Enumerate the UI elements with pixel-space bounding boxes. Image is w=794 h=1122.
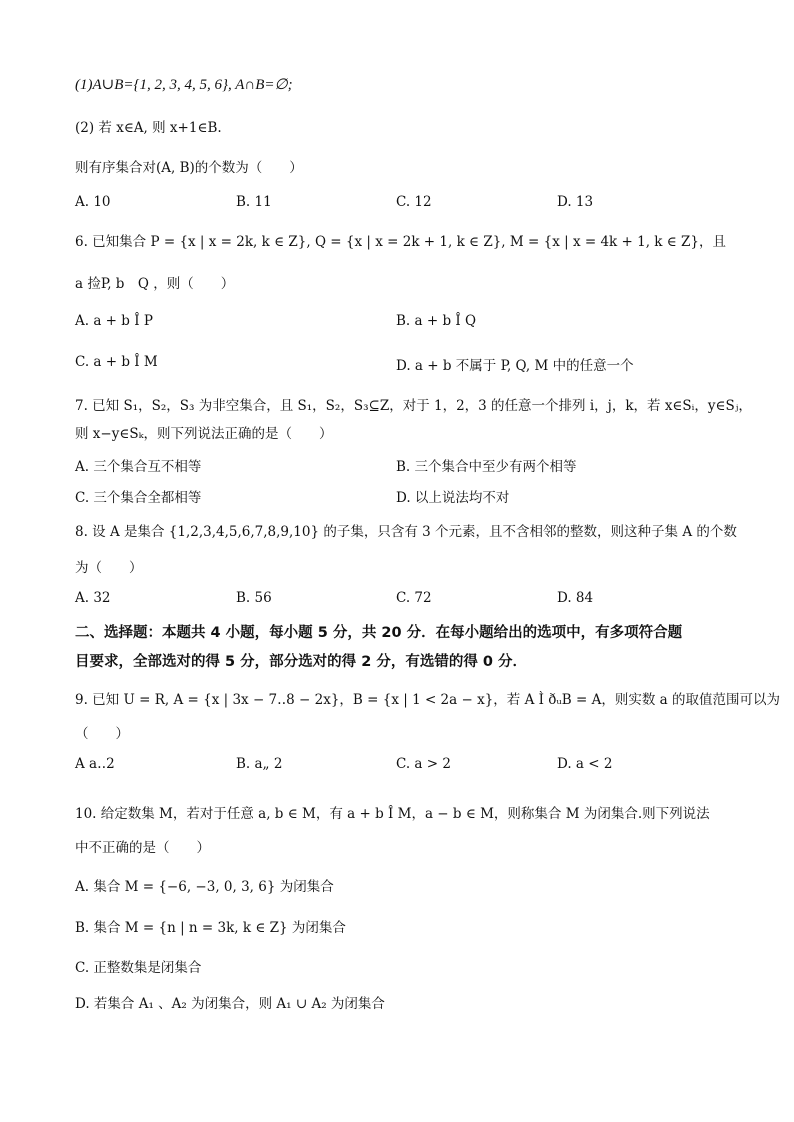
q7-stem-cont: 则 x−y∈Sₖ，则下列说法正确的是（ ） [75,426,333,442]
q5-question: 则有序集合对(A, B)的个数为（ ） [75,160,303,176]
q7-stem: 7. 已知 S₁，S₂，S₃ 为非空集合，且 S₁，S₂，S₃⊆Z，对于 1，2，3 的任意一个排列 i，j，k，若 x∈Sᵢ，y∈Sⱼ， [75,398,752,414]
section-2-heading-line-2: 目要求，全部选对的得 5 分，部分选对的得 2 分，有选错的得 0 分． [75,654,528,670]
q10-option-a: A. 集合 M = {−6, −3, 0, 3, 6} 为闭集合 [75,879,334,895]
q5-option-c: C. 12 [396,194,432,210]
q9-option-a: A a‥2 [75,756,115,772]
section-2-heading-line-1: 二、选择题：本题共 4 小题，每小题 5 分，共 20 分．在每小题给出的选项中，有多项符合题 [75,625,683,641]
q7-option-a: A. 三个集合互不相等 [75,459,202,475]
q10-option-c: C. 正整数集是闭集合 [75,960,202,976]
q5-option-a: A. 10 [75,194,111,210]
q6-option-d: D. a + b 不属于 P, Q, M 中的任意一个 [396,358,634,374]
q10-option-b: B. 集合 M = {n | n = 3k, k ∈ Z} 为闭集合 [75,920,346,936]
q9-stem-cont: （ ） [75,726,129,742]
q10-stem: 10. 给定数集 M，若对于任意 a, b ∈ M，有 a + b Î M，a − b ∈ M，则称集合 M 为闭集合.则下列说法 [75,806,710,822]
q8-stem: 8. 设 A 是集合 {1,2,3,4,5,6,7,8,9,10} 的子集，只含有 3 个元素，且不含相邻的整数，则这种子集 A 的个数 [75,524,737,540]
q6-option-c: C. a + b Î M [75,354,158,370]
q8-option-b: B. 56 [236,590,272,606]
q5-option-b: B. 11 [236,194,272,210]
q9-option-b: B. a„ 2 [236,756,283,772]
q9-option-d: D. a < 2 [557,756,613,772]
q6-stem-cont: a 捡P, b Q ，则（ ） [75,276,235,292]
q6-option-a: A. a + b Î P [75,313,153,329]
q5-condition-1: (1)A∪B={1, 2, 3, 4, 5, 6}, A∩B=∅; [75,77,293,93]
q8-option-a: A. 32 [75,590,111,606]
q6-stem: 6. 已知集合 P = {x | x = 2k, k ∈ Z}, Q = {x | x = 2k + 1, k ∈ Z}, M = {x | x = 4k + 1, k ∈ Z}，且 [75,234,727,250]
q5-option-d: D. 13 [557,194,594,210]
q9-option-c: C. a > 2 [396,756,451,772]
q8-option-c: C. 72 [396,590,432,606]
q6-option-b: B. a + b Î Q [396,313,477,329]
q10-stem-cont: 中不正确的是（ ） [75,840,210,856]
q7-option-c: C. 三个集合全都相等 [75,490,202,506]
q10-option-d: D. 若集合 A₁ 、A₂ 为闭集合，则 A₁ ∪ A₂ 为闭集合 [75,996,385,1012]
q8-option-d: D. 84 [557,590,594,606]
q8-stem-cont: 为（ ） [75,560,143,576]
q9-stem: 9. 已知 U = R, A = {x | 3x − 7‥8 − 2x}，B = {x | 1 < 2a − x}，若 A Ì ðᵤB = A，则实数 a 的取值范围可以为 [75,692,780,708]
q7-option-d: D. 以上说法均不对 [396,490,510,506]
q5-condition-2: (2) 若 x∈A, 则 x+1∈B. [75,120,222,136]
q7-option-b: B. 三个集合中至少有两个相等 [396,459,577,475]
